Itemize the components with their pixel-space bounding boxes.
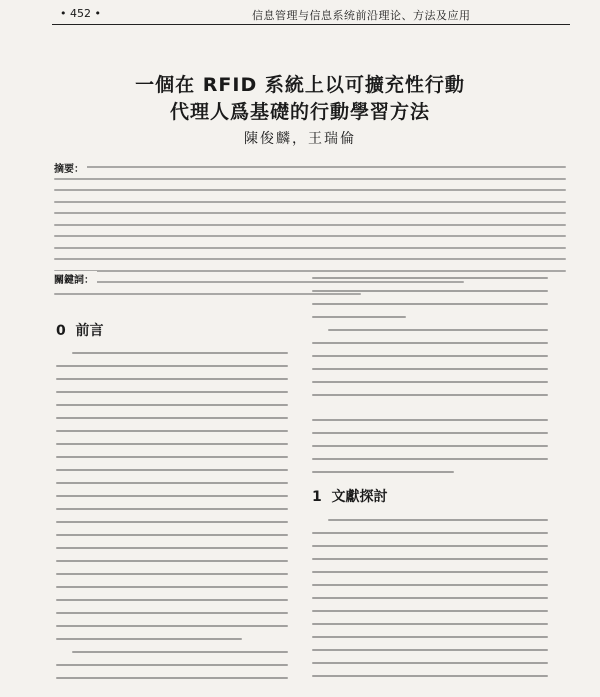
text-line <box>56 677 288 679</box>
running-header <box>52 6 570 25</box>
text-line <box>312 636 548 638</box>
text-line <box>56 482 288 484</box>
text-line <box>312 584 548 586</box>
text-line <box>54 178 566 180</box>
text-line <box>312 623 548 625</box>
text-line <box>56 573 288 575</box>
text-line <box>56 456 288 458</box>
text-line <box>312 394 548 396</box>
text-line <box>312 368 548 370</box>
text-line <box>312 649 548 651</box>
text-line <box>312 316 406 318</box>
text-line <box>54 270 566 272</box>
text-line <box>312 597 548 599</box>
text-line <box>328 519 548 521</box>
text-line <box>312 419 548 421</box>
section-heading-literature <box>312 486 388 506</box>
section-heading-intro <box>56 320 104 340</box>
text-line <box>56 469 288 471</box>
section-number: 0 <box>56 323 66 339</box>
section-title: 文獻探討 <box>331 489 388 505</box>
text-line <box>312 571 548 573</box>
text-line <box>312 355 548 357</box>
right-column-para-3 <box>312 519 548 688</box>
text-line <box>312 458 548 460</box>
text-line <box>312 381 548 383</box>
text-line <box>54 189 566 191</box>
text-line <box>312 432 548 434</box>
paper-title-line-1: 一個在 RFID 系統上以可擴充性行動 <box>135 74 465 96</box>
text-line <box>56 430 288 432</box>
text-line <box>72 651 288 653</box>
text-line <box>312 342 548 344</box>
text-line <box>328 329 548 331</box>
text-line <box>54 235 566 237</box>
text-line <box>312 558 548 560</box>
text-line <box>56 599 288 601</box>
text-line <box>312 277 548 279</box>
text-line <box>312 610 548 612</box>
text-line <box>312 662 548 664</box>
text-line <box>54 258 566 260</box>
paper-title-line-2: 代理人爲基礎的行動學習方法 <box>169 101 430 123</box>
journal-title: 信息管理与信息系统前沿理论、方法及应用 <box>252 9 471 22</box>
text-line <box>56 586 288 588</box>
text-line <box>56 625 288 627</box>
abstract-label: 摘要： <box>54 160 87 175</box>
text-line <box>70 166 566 168</box>
text-line <box>312 290 548 292</box>
left-column-body <box>56 352 288 690</box>
right-column-para-2 <box>312 419 548 484</box>
text-line <box>56 612 288 614</box>
text-line <box>54 201 566 203</box>
text-line <box>56 378 288 380</box>
text-line <box>56 547 288 549</box>
text-line <box>54 224 566 226</box>
text-line <box>56 404 288 406</box>
keywords-label: 關鍵詞： <box>54 271 97 286</box>
section-number: 1 <box>312 489 322 505</box>
section-title: 前言 <box>75 323 104 339</box>
paper-authors: 陳俊麟，王瑞倫 <box>244 131 356 147</box>
text-line <box>56 664 288 666</box>
text-line <box>56 521 288 523</box>
text-line <box>56 443 288 445</box>
text-line <box>312 675 548 677</box>
text-line <box>56 508 288 510</box>
text-line <box>72 352 288 354</box>
text-line <box>56 365 288 367</box>
text-line <box>312 471 454 473</box>
text-line <box>312 445 548 447</box>
text-line <box>54 212 566 214</box>
page-number: • 452 • <box>60 7 101 20</box>
text-line <box>312 532 548 534</box>
text-line <box>56 417 288 419</box>
right-column-para-1 <box>312 277 548 407</box>
text-line <box>312 303 548 305</box>
text-line <box>54 247 566 249</box>
text-line <box>56 534 288 536</box>
text-line <box>56 391 288 393</box>
text-line <box>312 545 548 547</box>
text-line <box>56 560 288 562</box>
text-line <box>56 495 288 497</box>
text-line <box>56 638 242 640</box>
